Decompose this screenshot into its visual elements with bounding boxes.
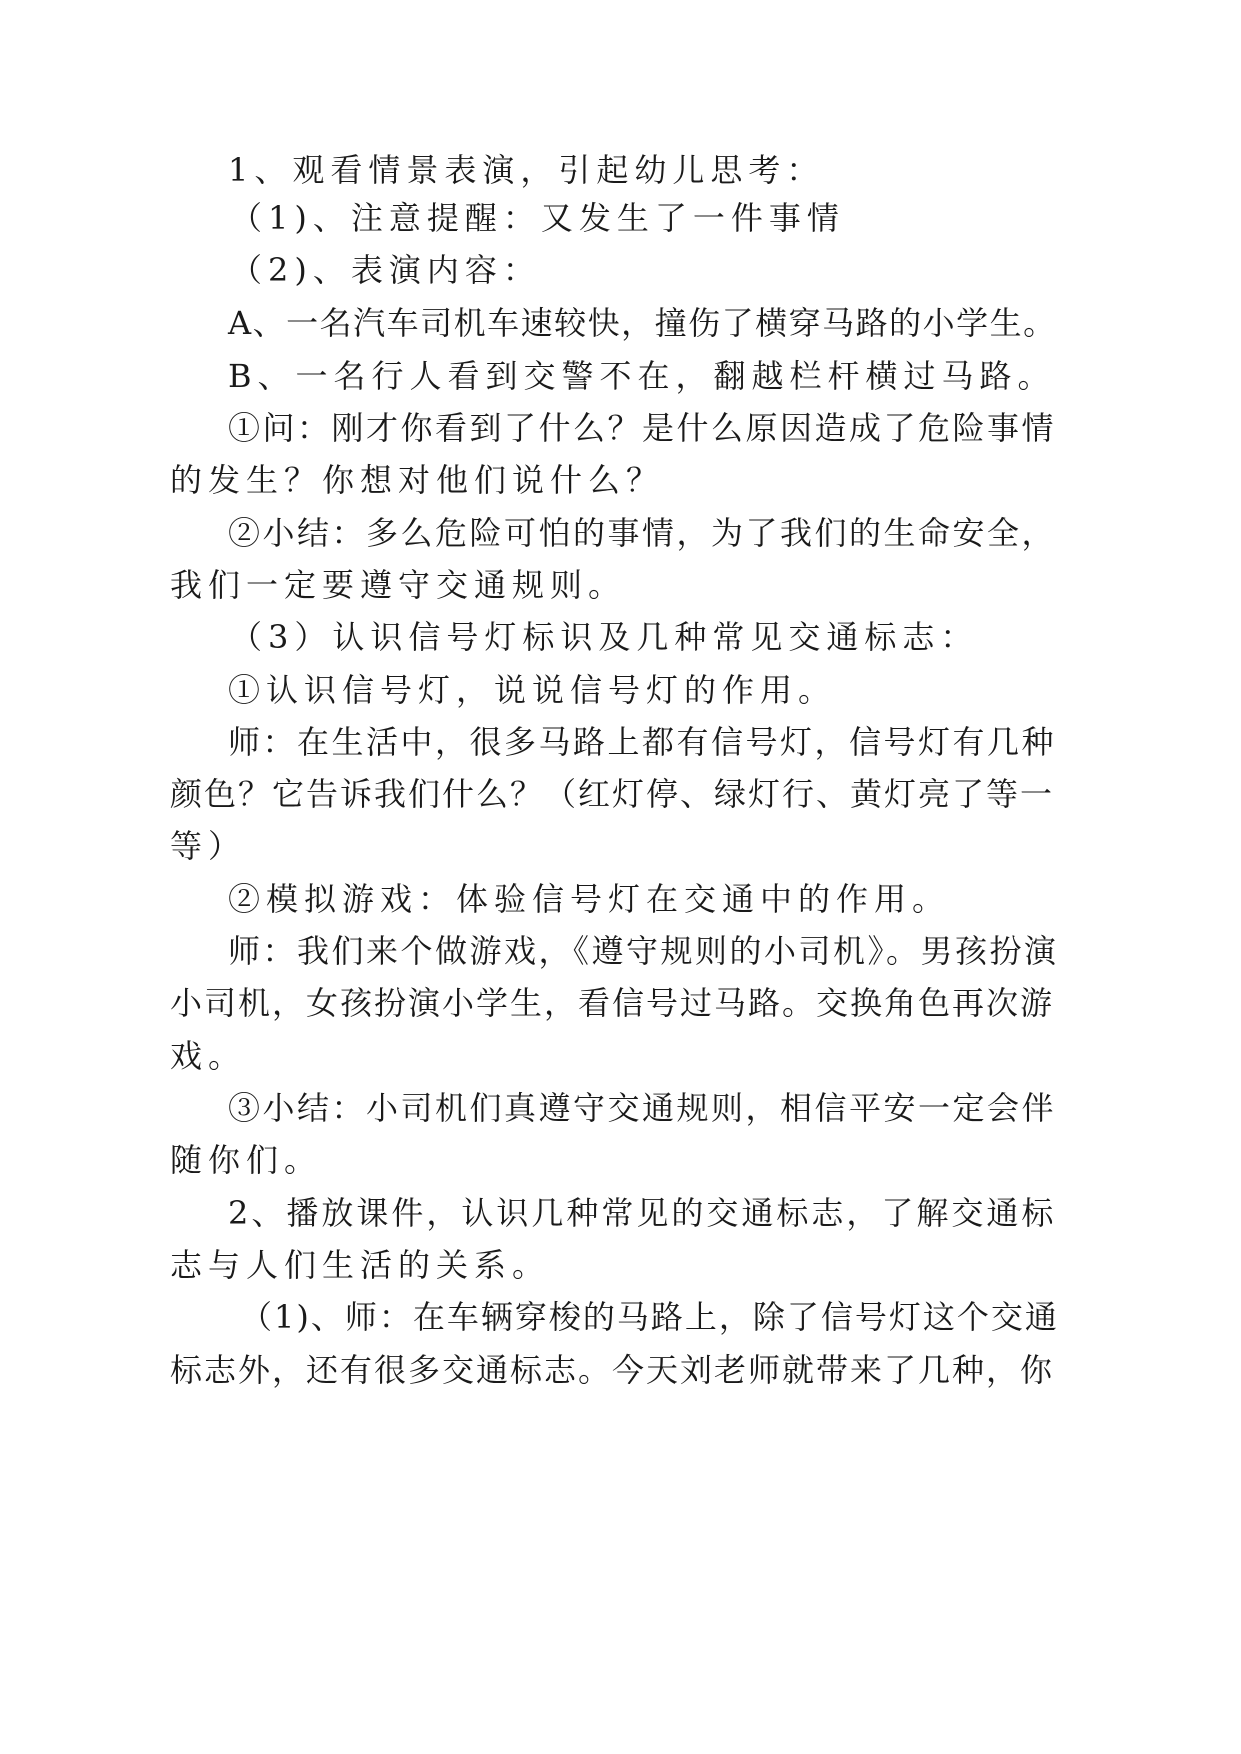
paragraph-line-4: A、一名汽车司机车速较快，撞伤了横穿马路的小学生。	[228, 304, 1057, 342]
paragraph-line-2: （1)、注意提醒：又发生了一件事情	[230, 199, 845, 237]
paragraph-line-18: 戏。	[170, 1037, 247, 1075]
paragraph-line-1: 1、观看情景表演，引起幼儿思考：	[228, 151, 825, 189]
paragraph-line-8: ②小结：多么危险可怕的事情，为了我们的生命安全，	[228, 514, 1057, 552]
paragraph-line-3: （2)、表演内容：	[230, 251, 541, 289]
paragraph-line-21: 2、播放课件，认识几种常见的交通标志，了解交通标	[228, 1194, 1057, 1232]
paragraph-line-5: B、一名行人看到交警不在，翻越栏杆横过马路。	[228, 357, 1056, 395]
paragraph-line-14: 等）	[170, 827, 247, 865]
paragraph-line-7: 的发生？你想对他们说什么？	[170, 461, 665, 499]
paragraph-line-16: 师：我们来个做游戏，《遵守规则的小司机》。男孩扮演	[228, 932, 1059, 970]
paragraph-line-17: 小司机，女孩扮演小学生，看信号过马路。交换角色再次游	[170, 984, 1055, 1022]
paragraph-line-12: 师：在生活中，很多马路上都有信号灯，信号灯有几种	[228, 723, 1057, 761]
paragraph-line-24: 标志外，还有很多交通标志。今天刘老师就带来了几种，你	[170, 1351, 1055, 1389]
paragraph-line-13: 颜色？它告诉我们什么？（红灯停、绿灯行、黄灯亮了等一	[170, 775, 1055, 813]
paragraph-line-6: ①问：刚才你看到了什么？是什么原因造成了危险事情	[228, 409, 1057, 447]
paragraph-line-9: 我们一定要遵守交通规则。	[170, 566, 627, 604]
paragraph-line-11: ①认识信号灯，说说信号灯的作用。	[228, 671, 837, 709]
paragraph-line-19: ③小结：小司机们真遵守交通规则，相信平安一定会伴	[228, 1089, 1057, 1127]
paragraph-line-20: 随你们。	[170, 1141, 323, 1179]
paragraph-line-23: （1)、师：在车辆穿梭的马路上，除了信号灯这个交通	[240, 1298, 1059, 1336]
paragraph-line-10: （3）认识信号灯标识及几种常见交通标志：	[230, 618, 979, 656]
paragraph-line-22: 志与人们生活的关系。	[170, 1246, 551, 1284]
paragraph-line-15: ②模拟游戏：体验信号灯在交通中的作用。	[228, 880, 951, 918]
